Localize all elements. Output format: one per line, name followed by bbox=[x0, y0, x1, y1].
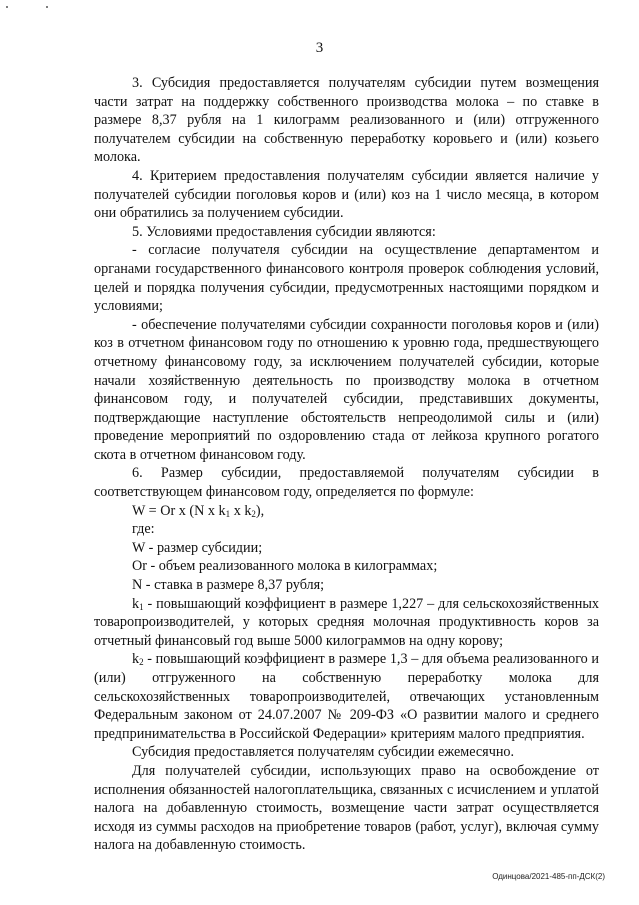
formula-part: x k bbox=[230, 502, 252, 519]
paragraph-3: 3. Субсидия предоставляется получателям субсидии путем возмещения части затрат на поддержку собственного производства молока – по ставке в размере 8,37 рубля на 1 килограмм реализованного и (или) отгруженного получателем субсидии на собственную переработку коровьего и (или) козьего молока. bbox=[94, 75, 599, 166]
formula-part: ), bbox=[255, 502, 265, 519]
paragraph-monthly: Субсидия предоставляется получателям субсидии ежемесячно. bbox=[132, 744, 515, 761]
definition-w: W - размер субсидии; bbox=[132, 539, 263, 556]
formula-subscript: 2 bbox=[251, 508, 256, 519]
paragraph-4: 4. Критерием предоставления получателям субсидии является наличие у получателей субсидии поголовья коров и (или) коз на 1 число месяца, в котором они обратились за получением субсидии. bbox=[94, 167, 599, 222]
footer-code: Одинцова/2021-485-пп-ДСК(2) bbox=[492, 872, 605, 881]
k1-subscript: 1 bbox=[139, 601, 144, 612]
condition-consent: - согласие получателя субсидии на осуществление департаментом и органами государственного финансового контроля проверок соблюдения условий, целей и порядка получения субсидии, предусмотренных настоящими порядком и условиями; bbox=[94, 242, 599, 315]
paragraph-6: 6. Размер субсидии, предоставляемой получателям субсидии в соответствующем финансовом году, определяется по формуле: bbox=[94, 465, 599, 501]
scan-artifact bbox=[6, 6, 8, 8]
k2-symbol: k bbox=[132, 651, 140, 668]
subsidy-formula bbox=[94, 502, 599, 521]
paragraph-5: 5. Условиями предоставления субсидии являются: bbox=[132, 223, 436, 240]
definition-k1 bbox=[94, 595, 599, 651]
page-number: 3 bbox=[315, 40, 324, 56]
formula-part: W = Or x (N x k bbox=[132, 502, 226, 519]
k2-subscript: 2 bbox=[139, 657, 144, 668]
definition-k2 bbox=[94, 650, 599, 743]
document-body bbox=[94, 74, 599, 855]
formula-subscript: 1 bbox=[225, 508, 231, 519]
k2-text: - повышающий коэффициент в размере 1,3 – для объема реализованного и (или) отгруженного на собственную переработку молока для сельскохозяйственных товаропроизводителей, отвечающих установленным Федеральным законом от 24.07.2007 № 209-ФЗ «О развитии малого и среднего предпринимательства в Российской Федерации» критериям малого предприятия. bbox=[94, 651, 599, 742]
definition-or: Or - объем реализованного молока в килограммах; bbox=[132, 558, 438, 575]
condition-livestock: - обеспечение получателями субсидии сохранности поголовья коров и (или) коз в отчетном финансовом году по отношению к уровню года, предшествующего отчетному финансовому году, за исключением получателей субсидии, которые начали хозяйственную деятельность по производству молока в отчетном финансовом году, и получателей субсидии, представивших документы, подтверждающие наступление обстоятельств непреодолимой силы и (или) проведение мероприятий по оздоровлению стада от лейкоза крупного рогатого скота в отчетном финансовом году. bbox=[94, 316, 599, 463]
paragraph-vat: Для получателей субсидии, использующих право на освобождение от исполнения обязанностей налогоплательщика, связанных с исчислением и уплатой налога на добавленную стоимость, возмещение части затрат осуществляется исходя из суммы расходов на приобретение товаров (работ, услуг), включая сумму налога на добавленную стоимость. bbox=[94, 762, 599, 854]
k1-text: - повышающий коэффициент в размере 1,227 – для сельскохозяйственных товаропроизводителей, у которых средняя молочная продуктивность коров за отчетный финансовый год выше 5000 килограммов на одну корову; bbox=[94, 595, 599, 649]
definition-n: N - ставка в размере 8,37 рубля; bbox=[132, 577, 325, 594]
scan-artifact bbox=[46, 6, 48, 8]
k1-symbol: k bbox=[132, 595, 140, 612]
formula-where: где: bbox=[132, 521, 155, 538]
